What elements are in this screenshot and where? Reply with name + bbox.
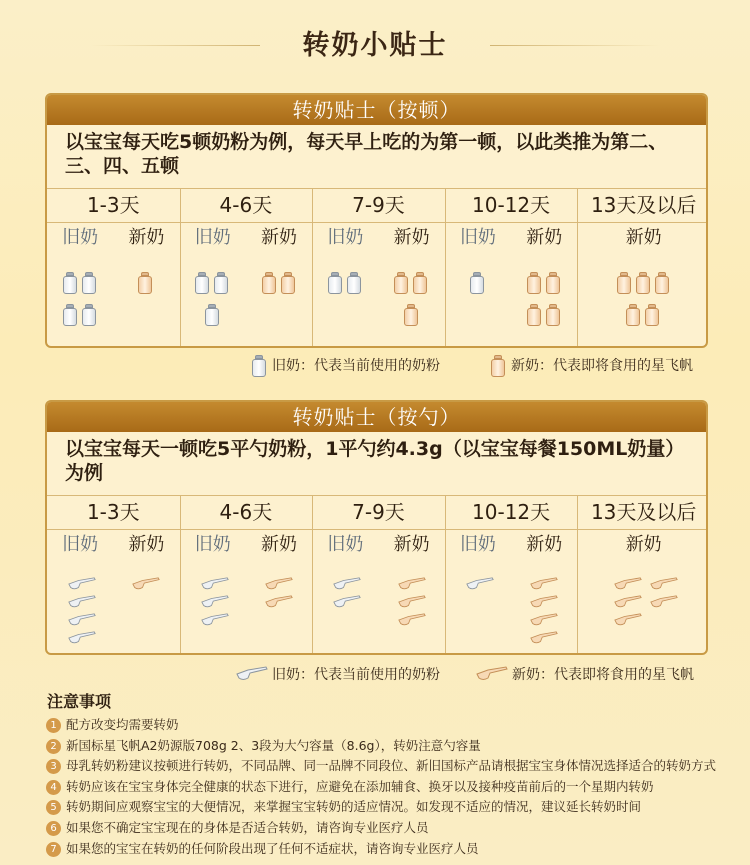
legend-new-text: 新奶：代表即将食用的星飞帆: [511, 358, 693, 374]
new-formula-bottle-icon: [281, 272, 295, 294]
new-formula-bottle-icon: [617, 272, 631, 294]
new-formula-scoop-icon: [397, 613, 427, 627]
new-formula-label: 新奶: [261, 227, 298, 248]
new-formula-scoop-icon: [264, 595, 294, 609]
old-bottle-icon: [252, 355, 266, 377]
note-item: [46, 756, 716, 776]
old-formula-scoop-icon: [200, 613, 230, 627]
column-header: 10-12天: [472, 193, 551, 217]
new-formula-bottle-icon: [404, 304, 418, 326]
old-scoop-icon: [236, 666, 268, 688]
column-header: 7-9天: [352, 193, 405, 217]
new-formula-label: 新奶: [128, 227, 165, 248]
new-formula-scoop-icon: [264, 577, 294, 591]
new-formula-label: 新奶: [625, 534, 662, 555]
new-formula-bottle-icon: [262, 272, 276, 294]
card-header: 转奶贴士（按勺）: [47, 402, 706, 432]
new-formula-scoop-icon: [397, 595, 427, 609]
new-formula-bottle-icon: [655, 272, 669, 294]
column-header: 4-6天: [219, 500, 273, 524]
card-description: 以宝宝每天一顿吃5平勺奶粉，1平勺约4.3g（以宝宝每餐150ML奶量）为例: [65, 438, 685, 484]
legend-old-text: 旧奶：代表当前使用的奶粉: [272, 667, 440, 683]
card-description: 以宝宝每天吃5顿奶粉为例，每天早上吃的为第一顿，以此类推为第二、三、四、五顿: [65, 131, 668, 177]
old-formula-bottle-icon: [205, 304, 219, 326]
new-formula-scoop-icon: [649, 577, 679, 591]
column-header: 1-3天: [86, 193, 140, 217]
old-formula-scoop-icon: [465, 577, 495, 591]
old-formula-label: 旧奶: [62, 227, 99, 248]
note-item: [46, 818, 429, 838]
old-formula-label: 旧奶: [194, 534, 231, 555]
note-number-badge: 1: [46, 718, 61, 733]
note-number-badge: 3: [46, 759, 61, 774]
new-bottle-icon: [491, 355, 505, 377]
new-formula-bottle-icon: [527, 304, 541, 326]
card-header: 转奶贴士（按顿）: [47, 95, 706, 125]
old-formula-scoop-icon: [67, 595, 97, 609]
old-formula-bottle-icon: [347, 272, 361, 294]
new-formula-label: 新奶: [261, 534, 298, 555]
new-formula-bottle-icon: [527, 272, 541, 294]
new-formula-bottle-icon: [546, 272, 560, 294]
new-formula-bottle-icon: [138, 272, 152, 294]
new-formula-bottle-icon: [645, 304, 659, 326]
new-formula-bottle-icon: [394, 272, 408, 294]
note-item: [46, 777, 654, 797]
new-formula-bottle-icon: [546, 304, 560, 326]
new-formula-scoop-icon: [649, 595, 679, 609]
note-text: 配方改变均需要转奶: [66, 717, 179, 732]
note-item: [46, 797, 641, 817]
old-formula-scoop-icon: [200, 595, 230, 609]
note-text: 如果您的宝宝在转奶的任何阶段出现了任何不适症状，请咨询专业医疗人员: [66, 840, 479, 856]
column-header: 10-12天: [472, 500, 551, 524]
column-header: 4-6天: [219, 193, 273, 217]
note-text: 转奶应该在宝宝身体完全健康的状态下进行，应避免在添加辅食、换牙以及接种疫苗前后的一个星期内转奶: [66, 778, 654, 794]
old-formula-bottle-icon: [63, 304, 77, 326]
old-formula-scoop-icon: [67, 577, 97, 591]
old-formula-scoop-icon: [67, 631, 97, 645]
note-number-badge: 5: [46, 800, 61, 815]
notes-title: 注意事项: [47, 692, 112, 711]
note-item: [46, 736, 481, 756]
old-formula-label: 旧奶: [327, 534, 364, 555]
transition-grid: [47, 495, 706, 655]
new-formula-label: 新奶: [526, 534, 563, 555]
note-item: [46, 715, 179, 735]
new-formula-scoop-icon: [529, 631, 559, 645]
new-formula-scoop-icon: [397, 577, 427, 591]
old-formula-label: 旧奶: [459, 534, 496, 555]
new-formula-scoop-icon: [613, 577, 643, 591]
old-formula-bottle-icon: [328, 272, 342, 294]
transition-grid: [47, 188, 706, 348]
legend-new-scoop: [476, 665, 694, 685]
old-formula-bottle-icon: [195, 272, 209, 294]
old-formula-scoop-icon: [200, 577, 230, 591]
column-header: 13天及以后: [590, 500, 697, 524]
old-formula-bottle-icon: [470, 272, 484, 294]
card-by-scoop: [45, 400, 708, 655]
note-number-badge: 4: [46, 780, 61, 795]
legend-old-scoop: [236, 665, 440, 685]
column-header: 13天及以后: [590, 193, 697, 217]
note-text: 如果您不确定宝宝现在的身体是否适合转奶，请咨询专业医疗人员: [66, 820, 429, 835]
page-title: 转奶小贴士: [0, 0, 750, 90]
new-formula-bottle-icon: [636, 272, 650, 294]
card-by-meal: [45, 93, 708, 348]
legend-new: [491, 356, 693, 376]
new-formula-label: 新奶: [393, 227, 430, 248]
new-formula-label: 新奶: [128, 534, 165, 555]
legend-new-text: 新奶：代表即将食用的星飞帆: [512, 667, 694, 683]
old-formula-bottle-icon: [82, 304, 96, 326]
new-formula-bottle-icon: [413, 272, 427, 294]
old-formula-label: 旧奶: [459, 227, 496, 248]
old-formula-bottle-icon: [63, 272, 77, 294]
new-formula-scoop-icon: [131, 577, 161, 591]
old-formula-scoop-icon: [67, 613, 97, 627]
new-formula-label: 新奶: [393, 534, 430, 555]
old-formula-label: 旧奶: [62, 534, 99, 555]
note-number-badge: 6: [46, 821, 61, 836]
new-formula-scoop-icon: [613, 613, 643, 627]
note-text: 转奶期间应观察宝宝的大便情况，来掌握宝宝转奶的适应情况。如发现不适应的情况，建议延长转奶时间: [66, 799, 642, 815]
note-text: 新国标星飞帆A2奶源版708g 2、3段为大勺容量（8.6g），转奶注意勺容量: [66, 737, 481, 753]
note-number-badge: 2: [46, 739, 61, 754]
note-item: [46, 839, 479, 859]
new-formula-scoop-icon: [613, 595, 643, 609]
column-header: 1-3天: [86, 500, 140, 524]
old-formula-scoop-icon: [332, 577, 362, 591]
new-formula-scoop-icon: [529, 613, 559, 627]
new-formula-label: 新奶: [625, 227, 662, 248]
new-formula-scoop-icon: [529, 577, 559, 591]
new-formula-bottle-icon: [626, 304, 640, 326]
column-header: 7-9天: [352, 500, 405, 524]
note-number-badge: 7: [46, 842, 61, 857]
old-formula-bottle-icon: [82, 272, 96, 294]
old-formula-label: 旧奶: [194, 227, 231, 248]
new-formula-label: 新奶: [526, 227, 563, 248]
new-formula-scoop-icon: [529, 595, 559, 609]
new-scoop-icon: [476, 666, 508, 688]
legend-old-text: 旧奶：代表当前使用的奶粉: [272, 358, 440, 374]
old-formula-label: 旧奶: [327, 227, 364, 248]
old-formula-bottle-icon: [214, 272, 228, 294]
note-text: 母乳转奶粉建议按顿进行转奶，不同品牌、同一品牌不同段位、新旧国标产品请根据宝宝身体情况选择适合的转奶方式: [66, 758, 717, 774]
legend-old: [252, 356, 440, 376]
old-formula-scoop-icon: [332, 595, 362, 609]
